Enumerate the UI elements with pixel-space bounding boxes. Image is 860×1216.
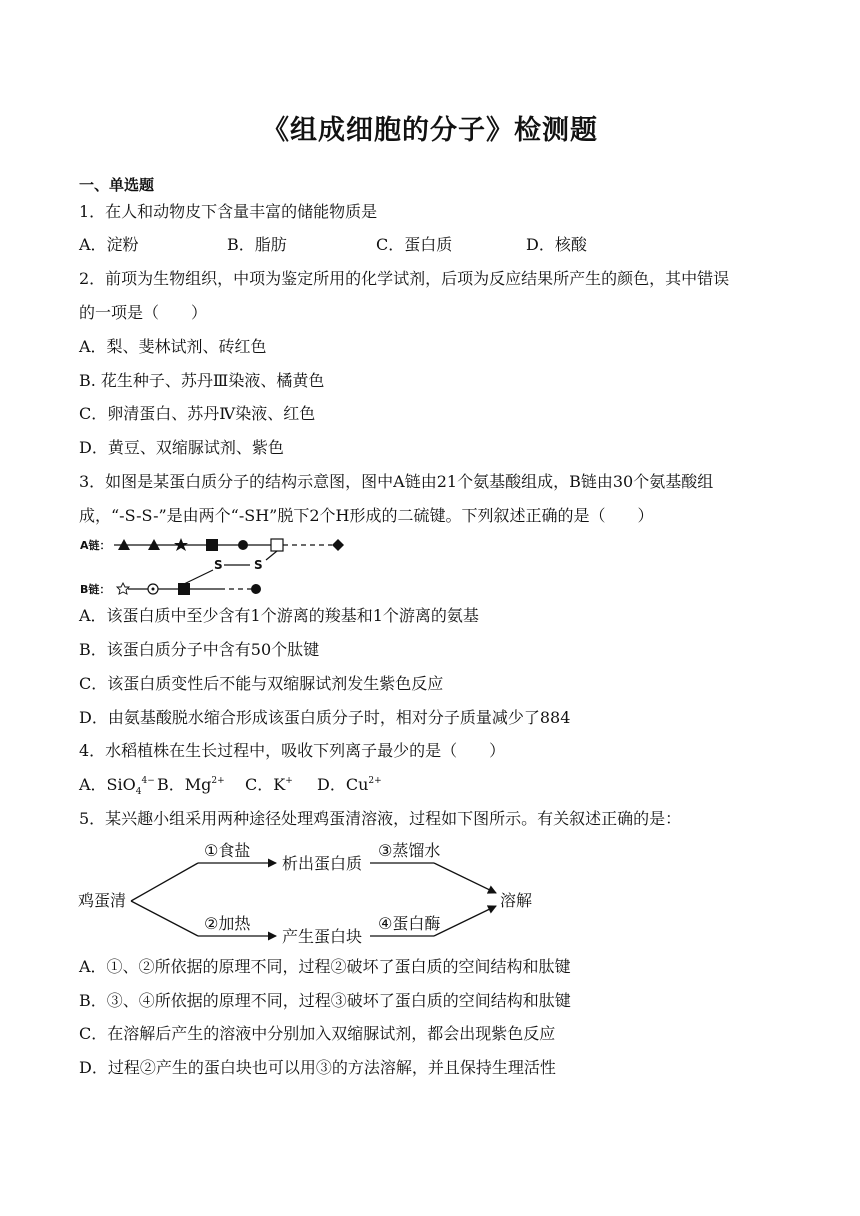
question-2-option-d[interactable]: D．黄豆、双缩脲试剂、紫色 xyxy=(79,438,284,457)
circle-icon xyxy=(238,540,248,550)
dissolve-label: 溶解 xyxy=(500,891,533,910)
square-icon xyxy=(206,539,218,551)
question-3-stem-line1: 3．如图是某蛋白质分子的结构示意图，图中A链由21个氨基酸组成，B链由30个氨基酸组 xyxy=(79,472,714,491)
intermediate-1-label: 析出蛋白质 xyxy=(282,854,363,873)
square-icon xyxy=(178,583,190,595)
hollow-star-icon xyxy=(117,583,129,594)
sulfur-label: S xyxy=(254,558,263,572)
star-icon xyxy=(174,538,188,551)
process-flow-figure xyxy=(76,836,546,952)
question-5-option-a[interactable]: A．①、②所依据的原理不同，过程②破坏了蛋白质的空间结构和肽键 xyxy=(79,957,571,976)
option-b[interactable]: B．$Mg^{2+}$ xyxy=(157,775,225,794)
question-2-option-a[interactable]: A．梨、斐林试剂、砖红色 xyxy=(79,337,267,356)
question-1-stem: 1．在人和动物皮下含量丰富的储能物质是 xyxy=(79,202,378,221)
question-2-stem-line1: 2．前项为生物组织，中项为鉴定所用的化学试剂，后项为反应结果所产生的颜色，其中错误 xyxy=(79,269,730,288)
option-c[interactable]: C．蛋白质 xyxy=(376,235,453,254)
question-1-options xyxy=(79,234,587,256)
question-4-stem: 4．水稻植株在生长过程中，吸收下列离子最少的是（ ） xyxy=(79,741,506,760)
question-3-option-a[interactable]: A．该蛋白质中至少含有1个游离的羧基和1个游离的氨基 xyxy=(79,606,479,625)
question-2-option-c[interactable]: C．卵清蛋白、苏丹Ⅳ染液、红色 xyxy=(79,404,316,423)
hollow-square-icon xyxy=(271,539,283,551)
question-5-option-b[interactable]: B．③、④所依据的原理不同，过程③破坏了蛋白质的空间结构和肽键 xyxy=(79,991,571,1010)
question-3-option-d[interactable]: D．由氨基酸脱水缩合形成该蛋白质分子时，相对分子质量减少了884 xyxy=(79,708,571,727)
step-3-label: ③蒸馏水 xyxy=(378,841,441,860)
question-5-stem: 5．某兴趣小组采用两种途径处理鸡蛋清溶液，过程如下图所示。有关叙述正确的是： xyxy=(79,809,682,828)
question-2-option-b[interactable]: B. 花生种子、苏丹Ⅲ染液、橘黄色 xyxy=(79,371,325,390)
option-d[interactable]: D．核酸 xyxy=(526,235,587,254)
intermediate-2-label: 产生蛋白块 xyxy=(282,927,363,946)
question-4-options xyxy=(79,774,382,803)
option-b[interactable]: B．脂肪 xyxy=(227,235,287,254)
question-3-stem-line2: 成，“-S-S-”是由两个“-SH”脱下2个H形成的二硫键。下列叙述正确的是（ ） xyxy=(79,506,654,525)
option-d[interactable]: D．$Cu^{2+}$ xyxy=(317,775,382,794)
sulfur-label: S xyxy=(214,558,223,572)
option-a[interactable]: A．淀粉 xyxy=(79,235,139,254)
chain-a-label: A链： xyxy=(80,539,111,552)
diamond-icon xyxy=(332,539,344,551)
step-4-label: ④蛋白酶 xyxy=(378,914,441,933)
question-5-option-d[interactable]: D．过程②产生的蛋白块也可以用③的方法溶解，并且保持生理活性 xyxy=(79,1058,556,1077)
circle-icon xyxy=(251,584,261,594)
section-heading: 一、单选题 xyxy=(79,176,155,194)
step-2-label: ②加热 xyxy=(204,914,251,933)
question-5-option-c[interactable]: C．在溶解后产生的溶液中分别加入双缩脲试剂，都会出现紫色反应 xyxy=(79,1024,556,1043)
question-3-option-c[interactable]: C．该蛋白质变性后不能与双缩脲试剂发生紫色反应 xyxy=(79,674,444,693)
step-1-label: ①食盐 xyxy=(204,841,251,860)
option-c[interactable]: C．K+ xyxy=(245,775,293,794)
page-title: 《组成细胞的分子》检测题 xyxy=(262,115,598,146)
chain-b-label: B链： xyxy=(80,583,111,596)
protein-chain-figure xyxy=(80,534,360,598)
option-a[interactable]: A．SiO$_4^{4-}$ xyxy=(79,775,155,798)
question-2-stem-line2: 的一项是（ ） xyxy=(79,303,208,322)
question-3-option-b[interactable]: B．该蛋白质分子中含有50个肽键 xyxy=(79,640,320,659)
egg-white-label: 鸡蛋清 xyxy=(78,891,127,910)
